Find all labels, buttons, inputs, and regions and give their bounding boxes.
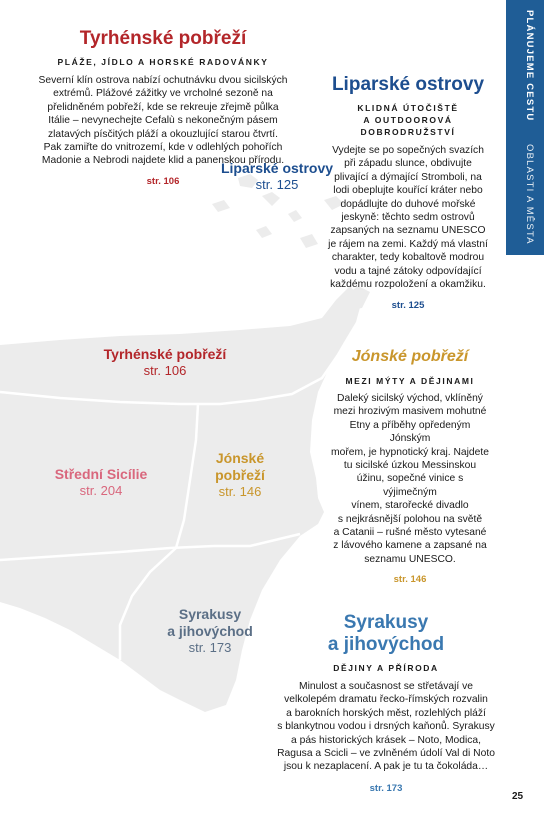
text-line: s nejkrásnější polohou na světě <box>337 513 483 525</box>
text-line: při západu slunce, obdivujte <box>344 158 472 170</box>
text-line: Severní klín ostrova nabízí ochutnávku dvou sicilských <box>38 75 288 86</box>
text-line: Etny a příběhy opředeným Jónským <box>349 419 471 445</box>
text-line: Daleký sicilský východ, vklíněný <box>337 393 483 404</box>
text-line: přelidněném pobřeží, kde se rekreuje zřejmě půlka <box>47 101 279 113</box>
text-line: dopádlujte do duhové mořské <box>340 198 476 210</box>
island-6 <box>256 226 272 238</box>
text-line: plivající a dýmající Stromboli, na <box>334 171 482 183</box>
text-line: Vydejte se po sopečných svazích <box>332 145 484 156</box>
text-line: seznamu UNESCO. <box>364 553 456 565</box>
map-label-name: Liparské ostrovy <box>220 160 334 176</box>
jonske-page-ref[interactable]: str. 146 <box>393 574 427 586</box>
map-label-syrakusy[interactable] <box>150 606 270 656</box>
syrakusy-subtitle: DĚJINY A PŘÍRODA <box>333 663 439 673</box>
syrakusy-text <box>276 680 496 774</box>
sidebar-section: PLÁNUJEME CESTU <box>524 10 535 122</box>
section-sidebar-tab <box>506 0 544 255</box>
liparske-subtitle <box>318 102 498 138</box>
syrakusy-block <box>276 612 496 794</box>
map-label-name: Střední Sicílie <box>54 466 148 482</box>
tyrhenske-text <box>8 74 318 168</box>
map-label-name: pobřeží <box>215 467 265 483</box>
text-line: zapsaných na seznamu UNESCO <box>330 225 486 237</box>
title-line: a jihovýchod <box>327 634 445 655</box>
subtitle-line: KLIDNÁ ÚTOČIŠTĚ <box>357 103 459 113</box>
map-label-liparske[interactable] <box>212 160 342 193</box>
map-label-name: Tyrhénské pobřeží <box>103 346 227 362</box>
text-line: a pás historických krásek – Noto, Modica, <box>291 734 481 746</box>
island-2 <box>262 192 280 206</box>
jonske-title: Jónské pobřeží <box>351 348 469 365</box>
liparske-page-ref[interactable]: str. 125 <box>391 300 425 312</box>
text-line: a barokních horských měst, rozlehlých pláží <box>286 707 486 719</box>
text-line: jeskyně: těchto sedm ostrovů <box>341 212 475 224</box>
text-line: Madonie a Nebrodi najdete klid a panenskou přírodu. <box>41 155 285 167</box>
island-3 <box>212 200 230 212</box>
text-line: extrémů. Plážové zážitky ve vrcholné sezoně na <box>53 88 273 100</box>
jonske-text <box>330 392 490 566</box>
liparske-block <box>318 74 498 311</box>
tyrhenske-page-ref[interactable]: str. 106 <box>146 175 180 187</box>
jonske-subtitle: MEZI MÝTY A DĚJINAMI <box>345 376 475 386</box>
text-line: Ragusa a Scicli – ve zvlněném údolí Val di Noto <box>277 748 495 760</box>
text-line: zlatavých písčitých pláží a okouzlující starou čtvrtí. <box>47 128 279 140</box>
tyrhenske-subtitle: PLÁŽE, JÍDLO A HORSKÉ RADOVÁNKY <box>57 57 269 67</box>
text-line: je rájem na zemi. Každý má vlastní <box>328 238 488 250</box>
text-line: s blankytnou vodou i drsných kaňonů. Syrakusy <box>277 721 495 733</box>
map-label-ref: str. 146 <box>218 484 262 499</box>
page-number: 25 <box>512 791 524 802</box>
map-label-ref: str. 125 <box>255 177 299 192</box>
text-line: každému rozpoložení a okamžiku. <box>330 279 486 291</box>
island-7 <box>300 234 318 248</box>
text-line: z lávového kamene a zapsané na <box>333 540 487 552</box>
text-line: Pak zamiřte do vnitrozemí, kde v odlehlých pohořích <box>43 142 283 154</box>
liparske-title: Liparské ostrovy <box>331 74 485 95</box>
island-4 <box>288 210 302 222</box>
subtitle-line: A OUTDOOROVÁ <box>363 115 453 125</box>
map-label-name: a jihovýchod <box>167 623 253 639</box>
map-label-tyrhenske[interactable] <box>90 346 240 379</box>
text-line: jsou k nezaplacení. A pak je tu ta čokoláda… <box>283 761 489 773</box>
text-line: vínem, starořecké divadlo <box>351 500 469 512</box>
map-label-ref: str. 173 <box>188 640 232 655</box>
tyrhenske-title: Tyrhénské pobřeží <box>79 28 247 49</box>
syrakusy-page-ref[interactable]: str. 173 <box>369 782 403 794</box>
sidebar-text <box>515 10 535 250</box>
text-line: Itálie – nevynechejte Cefalù s nekonečným pásem <box>48 115 278 127</box>
text-line: velkolepém dramatu řecko-římských rozvalin <box>284 694 488 706</box>
map-label-ref: str. 204 <box>79 483 123 498</box>
map-label-jonske[interactable] <box>200 450 280 500</box>
title-line: Syrakusy <box>343 612 429 633</box>
text-line: tu sicilské úzkou Messinskou <box>343 460 477 472</box>
text-line: lodi obeplujte kouřící kráter nebo <box>333 185 483 197</box>
text-line: mezi hrozivým masivem mohutné <box>333 406 487 418</box>
text-line: Minulost a současnost se střetávají ve <box>299 681 473 692</box>
text-line: charakter, tedy kobaltově modrou <box>331 252 485 264</box>
text-line: úžinu, sopečné vinice s výjimečným <box>356 473 464 498</box>
map-label-stredni[interactable] <box>36 466 166 499</box>
text-line: vodu a tajné zátoky odpovídající <box>334 265 482 277</box>
text-line: a Catanii – rušné město vytesané <box>333 527 487 539</box>
map-label-name: Jónské <box>215 450 265 466</box>
jonske-block <box>330 346 490 585</box>
subtitle-line: DOBRODRUŽSTVÍ <box>360 127 456 137</box>
sidebar-subsection: OBLASTI A MĚSTA <box>524 144 535 246</box>
liparske-text <box>318 144 498 291</box>
text-line: mořem, je hypnotický kraj. Najdete <box>331 446 489 458</box>
syrakusy-title <box>276 612 496 656</box>
map-label-ref: str. 106 <box>143 363 187 378</box>
map-label-name: Syrakusy <box>178 606 242 622</box>
